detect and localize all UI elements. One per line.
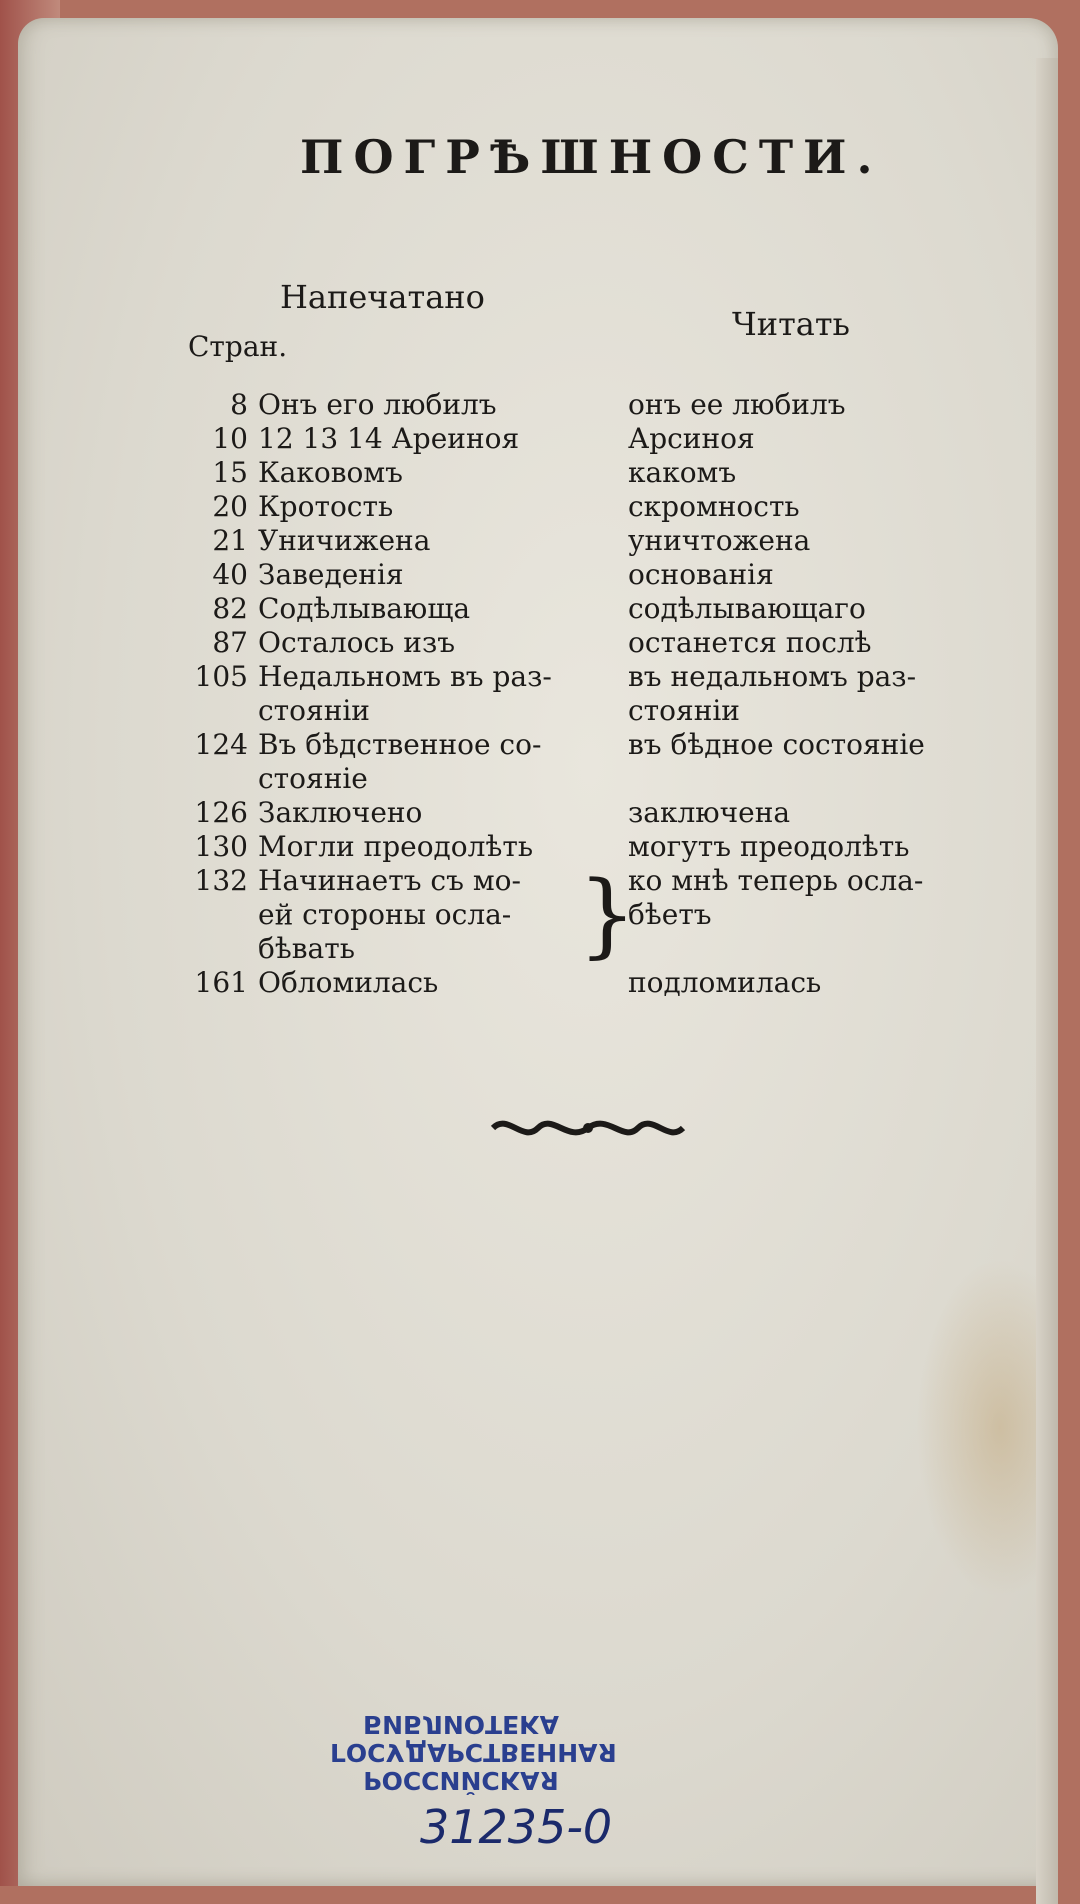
page-number: 15 bbox=[212, 456, 248, 489]
page-number: 82 bbox=[212, 592, 248, 625]
page-number: 21 bbox=[212, 524, 248, 557]
corrected-text: уничтожена bbox=[628, 524, 811, 557]
printed-text: Осталось изъ bbox=[258, 626, 456, 659]
corrected-text: останется послѣ bbox=[628, 626, 872, 659]
paper-stain bbox=[916, 1258, 1036, 1598]
printed-text: Въ бѣдственное со- стояніе bbox=[258, 728, 542, 795]
header-page: Стран. bbox=[188, 330, 288, 363]
page-number: 87 bbox=[212, 626, 248, 659]
errata-row bbox=[170, 558, 1000, 592]
corrected-text: заключена bbox=[628, 796, 791, 829]
errata-row bbox=[170, 728, 1000, 796]
errata-row bbox=[170, 830, 1000, 864]
printed-text: Заведенія bbox=[258, 558, 404, 591]
errata-row bbox=[170, 861, 1000, 968]
printed-text: Недальномъ въ раз- стояніи bbox=[258, 660, 552, 727]
page-number: 40 bbox=[212, 558, 248, 591]
ornament-divider bbox=[488, 1108, 688, 1148]
errata-row bbox=[170, 796, 1000, 830]
header-printed: Напечатано bbox=[280, 278, 485, 316]
page-edge bbox=[1036, 58, 1058, 1904]
shelfmark: 31235-0 bbox=[420, 1800, 613, 1854]
page-number: 105 bbox=[194, 660, 248, 693]
errata-list bbox=[170, 388, 1000, 1000]
corrected-text: въ бѣдное состояніе bbox=[628, 728, 925, 761]
page-number: 8 bbox=[230, 388, 248, 421]
corrected-text: онъ ее любилъ bbox=[628, 388, 846, 421]
printed-text: Могли преодолѣть bbox=[258, 830, 534, 863]
stamp-line: ГОСУДАРСТВЕННАЯ bbox=[330, 1738, 617, 1767]
corrected-text: скромность bbox=[628, 490, 800, 523]
page-title: ПОГРѢШНОСТИ. bbox=[300, 130, 883, 184]
corrected-text: содѣлывающаго bbox=[628, 592, 866, 625]
errata-row bbox=[170, 490, 1000, 524]
errata-row bbox=[170, 626, 1000, 660]
page-number: 20 bbox=[212, 490, 248, 523]
page-number: 124 bbox=[194, 728, 248, 761]
corrected-text: ко мнѣ теперь осла- бѣетъ bbox=[628, 864, 924, 931]
page-number: 132 bbox=[194, 864, 248, 897]
page-number: 126 bbox=[194, 796, 248, 829]
printed-text: Уничижена bbox=[258, 524, 431, 557]
corrected-text: какомъ bbox=[628, 456, 737, 489]
corrected-text: основанія bbox=[628, 558, 774, 591]
corrected-text: подломилась bbox=[628, 966, 822, 999]
errata-row bbox=[170, 422, 1000, 456]
printed-text: Обломилась bbox=[258, 966, 439, 999]
printed-text: Заключено bbox=[258, 796, 423, 829]
printed-text: Онъ его любилъ bbox=[258, 388, 497, 421]
page-number: 10 bbox=[212, 422, 248, 455]
errata-row bbox=[170, 456, 1000, 490]
corrected-text: Арсиноя bbox=[628, 422, 755, 455]
printed-text: Кротость bbox=[258, 490, 394, 523]
page-number: 130 bbox=[194, 830, 248, 863]
printed-text: Каковомъ bbox=[258, 456, 403, 489]
errata-row bbox=[170, 966, 1000, 1000]
printed-text: Содѣлывающа bbox=[258, 592, 471, 625]
errata-row bbox=[170, 524, 1000, 558]
printed-text: 12 13 14 Ареиноя bbox=[258, 422, 520, 455]
stamp-line: РОССИЙСКАЯ bbox=[363, 1766, 559, 1795]
header-read: Читать bbox=[732, 305, 850, 343]
stamp-line: БИБЛИОТЕКА bbox=[363, 1710, 559, 1739]
library-stamp bbox=[330, 1710, 617, 1795]
errata-row bbox=[170, 388, 1000, 422]
brace-symbol: } bbox=[578, 861, 637, 968]
errata-row bbox=[170, 592, 1000, 626]
page-number: 161 bbox=[194, 966, 248, 999]
printed-text: Начинаетъ съ мо- ей стороны осла- бѣвать bbox=[258, 864, 521, 965]
errata-row bbox=[170, 660, 1000, 728]
corrected-text: въ недальномъ раз- стояніи bbox=[628, 660, 917, 727]
corrected-text: могутъ преодолѣть bbox=[628, 830, 910, 863]
